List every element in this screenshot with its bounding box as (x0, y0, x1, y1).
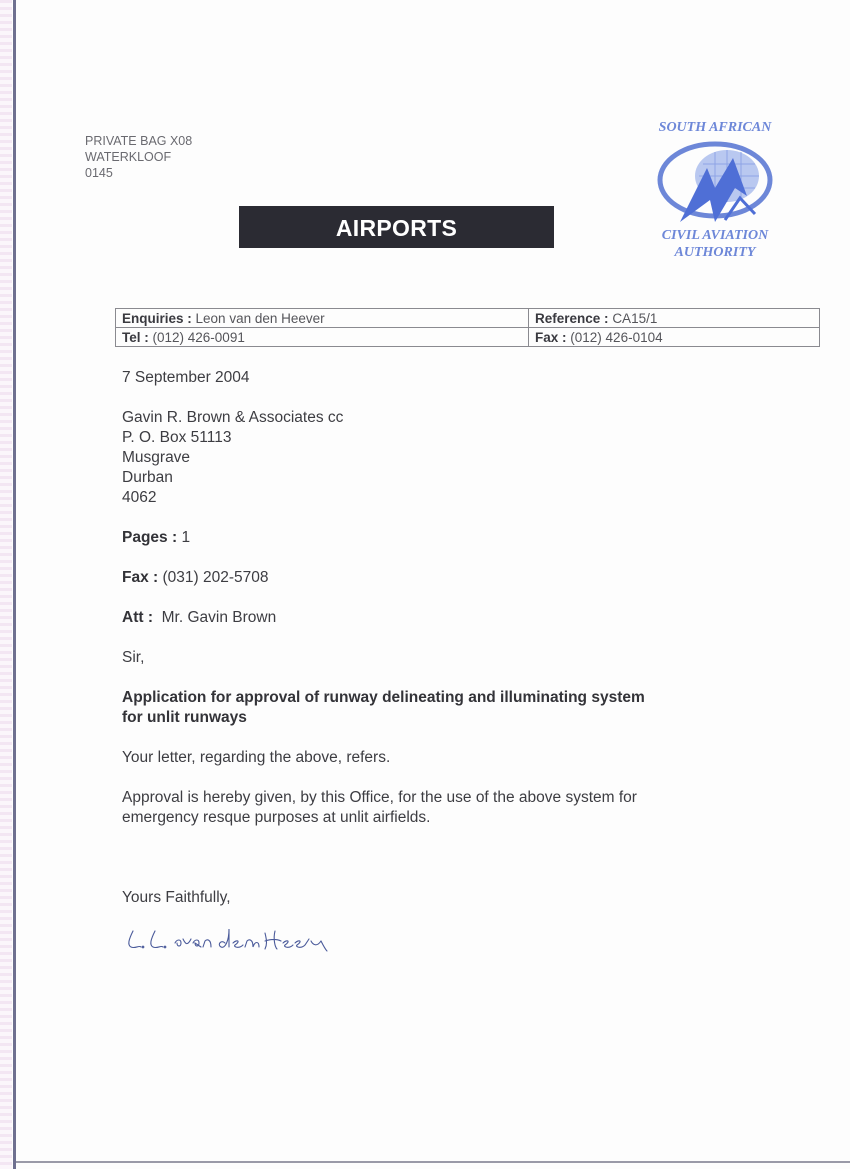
paragraph: Your letter, regarding the above, refers. (122, 749, 391, 766)
letter-date: 7 September 2004 (122, 369, 250, 386)
salutation: Sir, (122, 649, 145, 666)
logo-bottom-text-1: CIVIL AVIATION (661, 228, 769, 243)
department-banner: AIRPORTS (239, 206, 554, 248)
recipient-fax-value: (031) 202-5708 (162, 569, 269, 586)
sacaa-logo (640, 120, 790, 261)
recipient-fax-label: Fax : (122, 569, 159, 586)
closing: Yours Faithfully, (122, 889, 231, 906)
logo-top-text: SOUTH AFRICAN (658, 120, 772, 135)
table-row (116, 309, 820, 328)
logo-bottom-text-2: AUTHORITY (674, 245, 756, 260)
pages-line (122, 528, 742, 548)
recipient-line: Durban (122, 469, 173, 486)
fax-line (122, 568, 742, 588)
paragraph-line: Approval is hereby given, by this Office, for the use of the above system for (122, 789, 637, 806)
reference-cell (529, 309, 820, 328)
scan-edge-line (13, 0, 16, 1169)
enquiries-label: Enquiries : (122, 310, 192, 326)
tel-value: (012) 426-0091 (152, 329, 245, 345)
subject-line: for unlit runways (122, 709, 247, 726)
fax-label: Fax : (535, 329, 567, 345)
fax-value: (012) 426-0104 (570, 329, 663, 345)
handwritten-signature (125, 925, 335, 955)
table-row (116, 328, 820, 347)
enquiries-value: Leon van den Heever (195, 310, 325, 326)
address-line: PRIVATE BAG X08 (85, 134, 193, 148)
paragraph-line: emergency resque purposes at unlit airfields. (122, 809, 431, 826)
address-line: WATERKLOOF (85, 150, 172, 164)
globe-mountain-icon (655, 140, 775, 225)
att-value: Mr. Gavin Brown (161, 609, 277, 626)
subject-line: Application for approval of runway delineating and illuminating system (122, 689, 645, 706)
contact-info-table (115, 308, 820, 347)
reference-label: Reference : (535, 310, 609, 326)
scan-edge-speckle (0, 0, 12, 1169)
letter-body (122, 368, 742, 908)
recipient-line: Musgrave (122, 449, 191, 466)
tel-cell (116, 328, 529, 347)
att-label: Att : (122, 609, 153, 626)
scan-bottom-line (16, 1161, 850, 1163)
recipient-line: Gavin R. Brown & Associates cc (122, 409, 344, 426)
enquiries-cell (116, 309, 529, 328)
tel-label: Tel : (122, 329, 149, 345)
reference-value: CA15/1 (612, 310, 658, 326)
sender-address (85, 133, 192, 181)
recipient-line: 4062 (122, 489, 157, 506)
fax-cell (529, 328, 820, 347)
recipient-line: P. O. Box 51113 (122, 429, 232, 446)
address-line: 0145 (85, 166, 113, 180)
pages-label: Pages : (122, 529, 178, 546)
att-line (122, 608, 742, 628)
pages-value: 1 (181, 529, 191, 546)
